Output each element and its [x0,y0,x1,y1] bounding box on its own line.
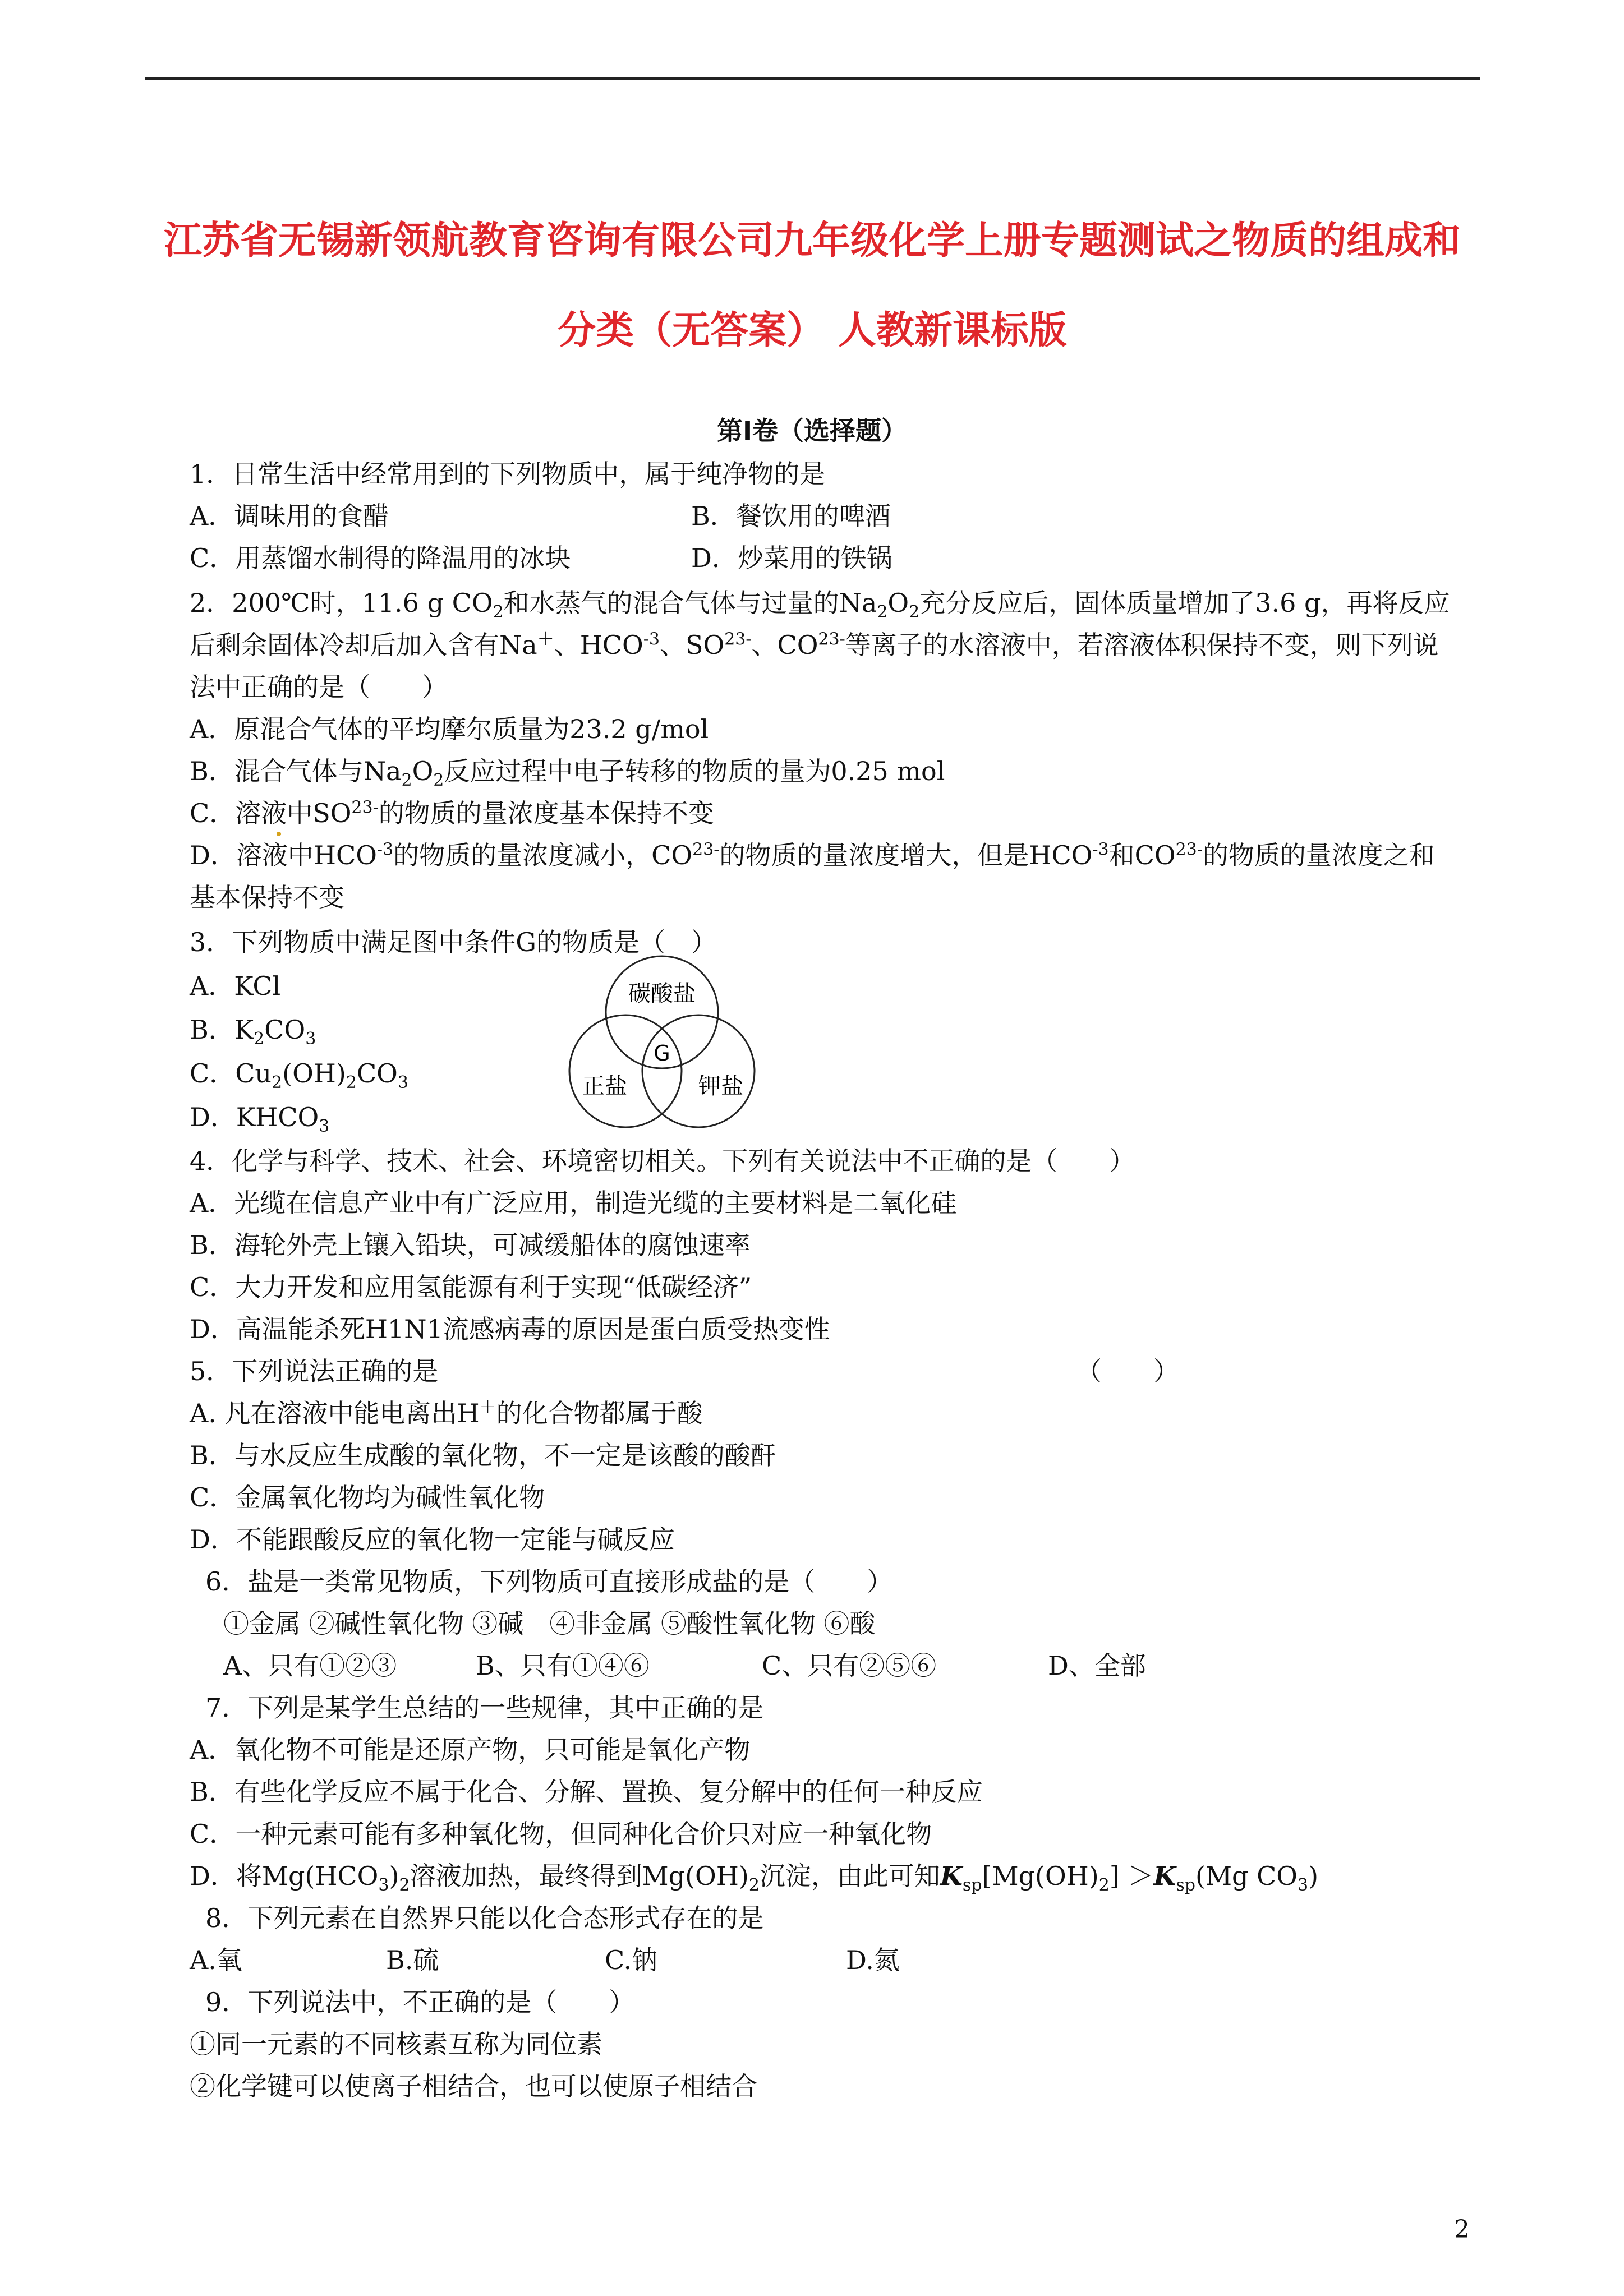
q5-answer-paren: （ ） [1076,1356,1179,1386]
q4-stem: 4．化学与科学、技术、社会、环境密切相关。下列有关说法中不正确的是（ ） [190,1146,1135,1176]
section-title: 第Ⅰ卷（选择题） [716,416,908,446]
q6-option-c: C、只有②⑤⑥ [762,1650,937,1681]
q7-stem: 7．下列是某学生总结的一些规律，其中正确的是 [205,1693,764,1723]
q5-option-a: A. 凡在溶液中能电离出H＋的化合物都属于酸 [190,1398,703,1428]
q9-stem: 9．下列说法中，不正确的是（ ） [205,1987,635,2017]
q1-option-b: B．餐饮用的啤酒 [691,501,891,531]
q6-option-d: D、全部 [1048,1650,1146,1681]
q1-option-d: D．炒菜用的铁锅 [691,543,892,573]
q2-option-b: B．混合气体与$Na_2O_2$反应过程中电子转移的物质的量为0.25 mol [190,756,945,791]
q8-option-a: A.氧 [190,1945,242,1975]
q5-option-b: B．与水反应生成酸的氧化物，不一定是该酸的酸酐 [190,1440,776,1470]
q1-option-c: C．用蒸馏水制得的降温用的冰块 [190,543,571,573]
q4-option-b: B．海轮外壳上镶入铅块，可减缓船体的腐蚀速率 [190,1230,751,1260]
q4-option-d: D．高温能杀死H1N1流感病毒的原因是蛋白质受热变性 [190,1314,830,1344]
venn-label-carbonate: 碳酸盐 [628,981,696,1007]
venn-label-potassium-salt: 钾盐 [698,1073,743,1099]
q3-stem: 3．下列物质中满足图中条件G的物质是（ ） [190,927,717,957]
q7-option-c: C．一种元素可能有多种氧化物，但同种化合价只对应一种氧化物 [190,1819,932,1849]
q2-option-d-line-1: D．溶液中$HCO^{-3}$的物质的量浓度减小，$CO^{23-}$的物质的量浓度增大，但是$HCO^{-3}$和$CO^{23-}$的物质的量浓度之和 [190,840,1435,870]
document-title-line-2: 分类（无答案） 人教新课标版 [558,308,1067,353]
q8-stem: 8．下列元素在自然界只能以化合态形式存在的是 [205,1903,764,1933]
venn-label-g: G [654,1041,670,1066]
q7-option-b: B．有些化学反应不属于化合、分解、置换、复分解中的任何一种反应 [190,1777,983,1807]
q2-stem-line-2: 后剩余固体冷却后加入含有Na＋、$HCO^{-3}$、$SO^{23-}$、$CO^{23-}$等离子的水溶液中，若溶液体积保持不变，则下列说 [190,629,1439,660]
q5-option-c: C．金属氧化物均为碱性氧化物 [190,1482,545,1513]
q6-stem: 6．盐是一类常见物质，下列物质可直接形成盐的是（ ） [205,1566,893,1597]
q7-option-a: A．氧化物不可能是还原产物，只可能是氧化产物 [190,1735,751,1765]
document-title-line-1: 江苏省无锡新领航教育咨询有限公司九年级化学上册专题测试之物质的组成和 [163,219,1461,263]
q7-option-d: D．将$Mg(HCO_3)_2$溶液加热，最终得到$Mg(OH)_2$沉淀，由此可知$K_{sp}[Mg(OH)_2] >K_{sp}(Mg$ $CO_3$) [190,1861,1319,1896]
header-rule [145,77,1480,80]
q4-option-a: A．光缆在信息产业中有广泛应用，制造光缆的主要材料是二氧化硅 [190,1188,957,1218]
q3-option-d: D．$KHCO_3$ [190,1102,330,1137]
q3-option-c: C．$Cu_2(OH)_2CO_3$ [190,1058,408,1093]
q9-item-1: ①同一元素的不同核素互称为同位素 [190,2029,602,2059]
q9-item-2: ②化学键可以使离子相结合，也可以使原子相结合 [190,2071,757,2101]
q1-stem: 1．日常生活中经常用到的下列物质中，属于纯净物的是 [190,459,826,489]
venn-circle-normal-salt [569,1015,682,1127]
page-number: 2 [1454,2215,1470,2244]
ink-dot [277,832,281,836]
q2-option-a: A．原混合气体的平均摩尔质量为23.2 g/mol [190,714,709,744]
q8-option-b: B.硫 [386,1945,439,1975]
q5-option-d: D．不能跟酸反应的氧化物一定能与碱反应 [190,1524,675,1555]
venn-label-normal-salt: 正盐 [582,1073,627,1099]
q6-option-b: B、只有①④⑥ [476,1650,650,1681]
q2-option-c: C．溶液中$SO^{23-}$的物质的量浓度基本保持不变 [190,797,714,828]
q3-option-a: A．KCl [190,971,281,1001]
q2-stem-line-1: 2．200℃时，11.6 g $CO_2$和水蒸气的混合气体与过量的$Na_2O_2$充分反应后，固体质量增加了3.6 g，再将反应 [190,588,1450,623]
q6-items: ①金属 ②碱性氧化物 ③碱 ④非金属 ⑤酸性氧化物 ⑥酸 [223,1608,876,1639]
q1-option-a: A．调味用的食醋 [190,501,389,531]
q5-stem: 5．下列说法正确的是 [190,1356,439,1386]
q6-option-a: A、只有①②③ [223,1650,397,1681]
venn-circle-potassium-salt [642,1015,755,1127]
q4-option-c: C．大力开发和应用氢能源有利于实现“低碳经济” [190,1272,752,1302]
q3-option-b: B．$K_2CO_3$ [190,1015,316,1049]
q2-option-d-line-2: 基本保持不变 [190,882,344,912]
q8-option-d: D.氮 [846,1945,900,1975]
q8-option-c: C.钠 [605,1945,658,1975]
venn-diagram [561,951,763,1136]
q2-stem-line-3: 法中正确的是（ ） [190,672,448,702]
